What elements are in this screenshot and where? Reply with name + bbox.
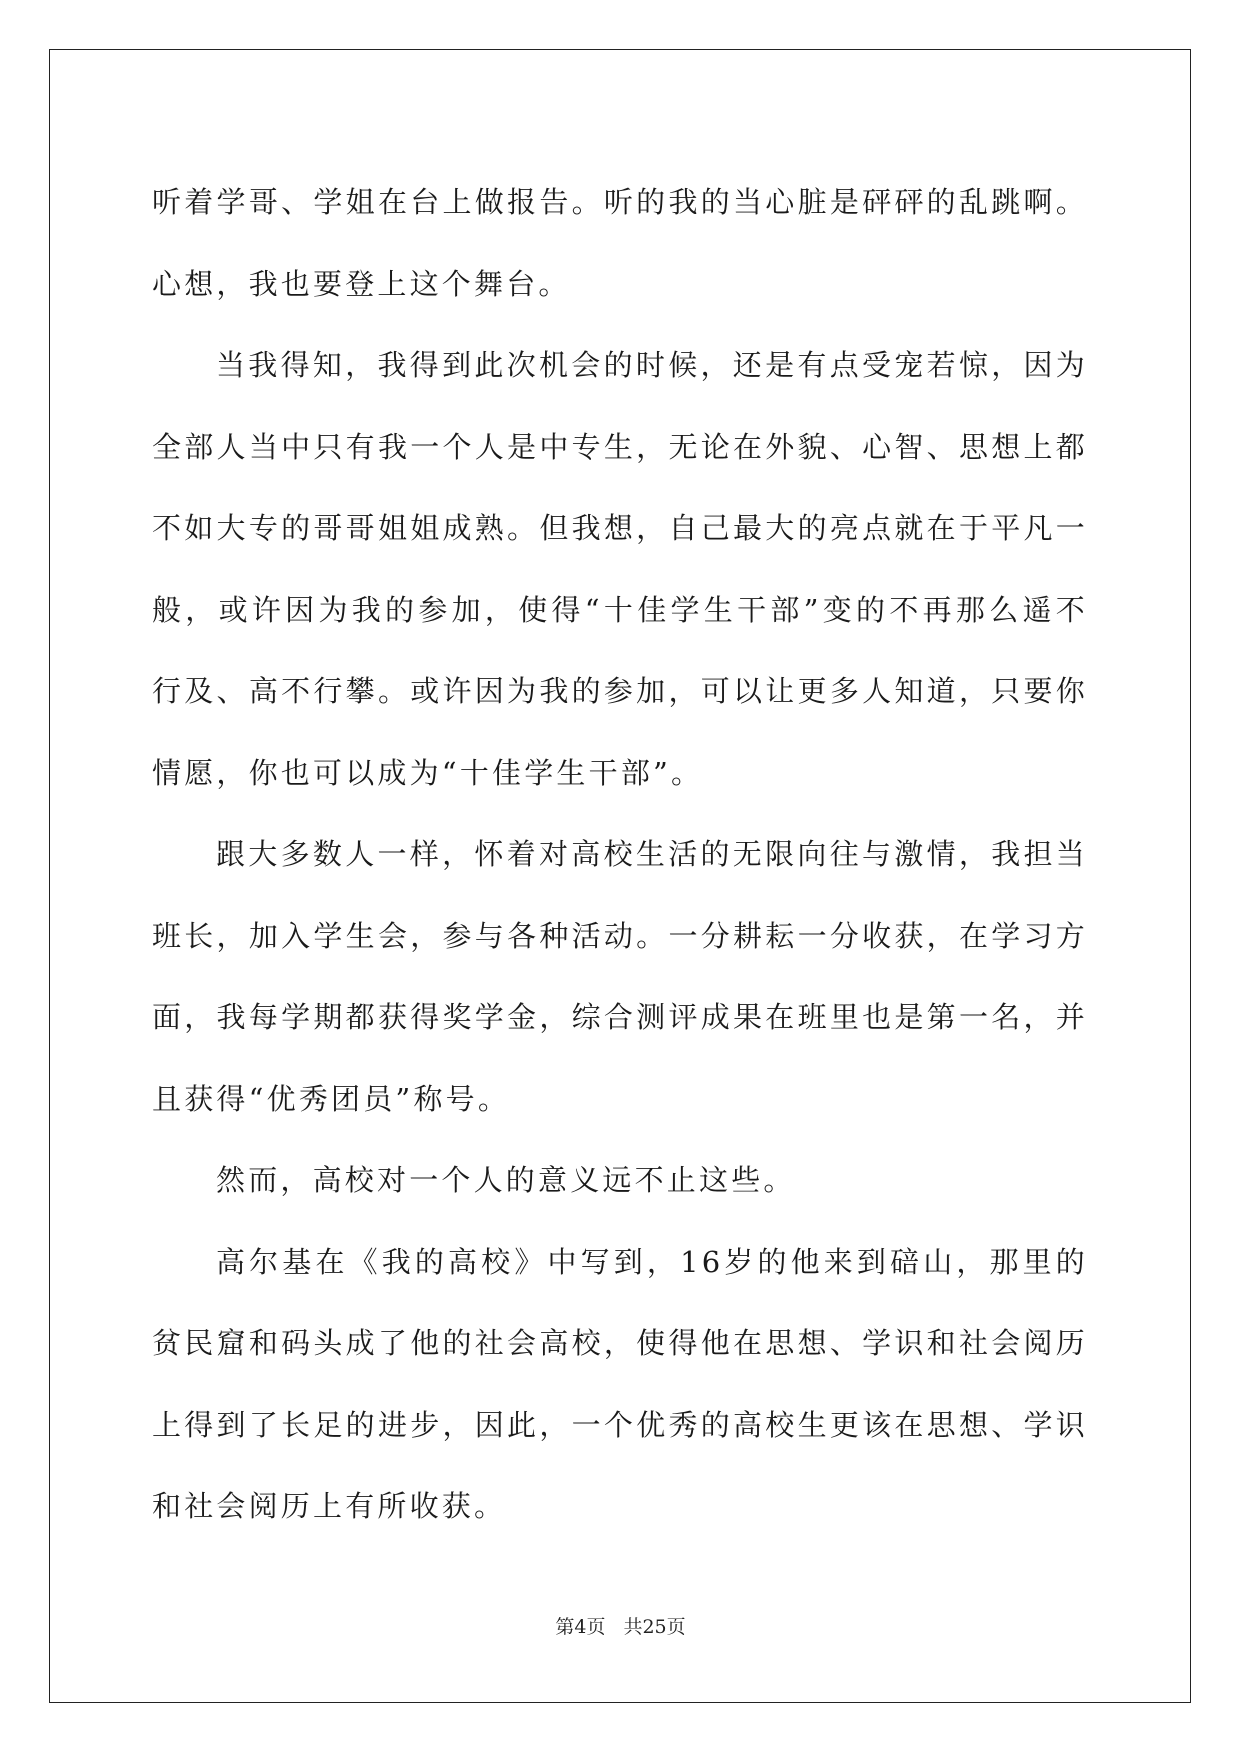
paragraph-3: 跟大多数人一样，怀着对高校生活的无限向往与激情，我担当班长，加入学生会，参与各种活动。一分耕耘一分收获，在学习方面，我每学期都获得奖学金，综合测评成果在班里也是第一名，并且获得“优秀团员”称号。 xyxy=(152,837,1088,1116)
paragraph-1: 听着学哥、学姐在台上做报告。听的我的当心脏是砰砰的乱跳啊。心想，我也要登上这个舞台。 xyxy=(152,185,1088,301)
page-total: 共25页 xyxy=(623,1616,686,1638)
document-body xyxy=(152,162,1088,1548)
paragraph-5: 高尔基在《我的高校》中写到，16岁的他来到碚山，那里的贫民窟和码头成了他的社会高校，使得他在思想、学识和社会阅历上得到了长足的进步，因此，一个优秀的高校生更该在思想、学识和社会阅历上有所收获。 xyxy=(152,1244,1088,1523)
paragraph-2: 当我得知，我得到此次机会的时候，还是有点受宠若惊，因为全部人当中只有我一个人是中专生，无论在外貌、心智、思想上都不如大专的哥哥姐姐成熟。但我想，自己最大的亮点就在于平凡一般，或许因为我的参加，使得“十佳学生干部”变的不再那么遥不行及、高不行攀。或许因为我的参加，可以让更多人知道，只要你情愿，你也可以成为“十佳学生干部”。 xyxy=(152,348,1088,790)
page-footer xyxy=(0,1612,1241,1639)
page-number: 第4页 xyxy=(555,1616,606,1638)
paragraph-4: 然而，高校对一个人的意义远不止这些。 xyxy=(216,1163,796,1197)
